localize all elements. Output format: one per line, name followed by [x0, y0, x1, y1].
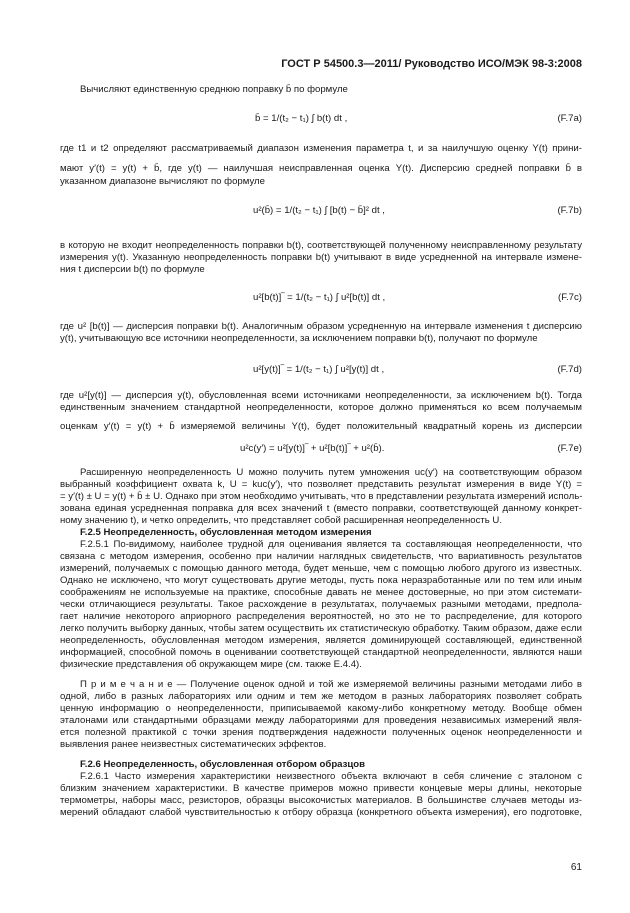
equation-number: (F.7c) — [558, 292, 582, 303]
text-line: измерений, получаемых с помощью данного метода, будет меньше, чем с помощью любого другого из известных. — [60, 563, 582, 574]
equation: b̄ = 1/(t₂ − t₁) ∫ b(t) dt , — [255, 113, 348, 124]
text-line: где u² [b(t)] — дисперсия поправки b(t). Аналогичным образом усредненную на интервале изменения t дисперсию — [60, 321, 582, 332]
equation-number: (F.7b) — [557, 205, 582, 216]
equation: u²[b(t)]‾ = 1/(t₂ − t₁) ∫ u²[b(t)] dt , — [253, 292, 386, 303]
text-line: выявления ранее неизвестных систематических эффектов. — [60, 739, 327, 750]
text-line: измерения y(t). Указанную неопределенность поправки b(t) учитывают в виде усредненной на интервале измене- — [60, 252, 582, 263]
text-line: Однако не исключено, что могут существовать другие методы, пусть пока неразработанные или по тем или иным — [60, 575, 582, 586]
text-line: близким значением характеристики. В качестве примеров можно привести концевые меры длины, некоторые — [60, 783, 582, 794]
text-line: ценную информацию о неопределенности, приписываемой какому-либо конкретному методу. Вообще обмен — [60, 703, 582, 714]
text-line: зована единая усредненная поправка для всех значений t (вместо поправки, соответствующей данному конкрет- — [60, 503, 582, 514]
equation-number: (F.7e) — [557, 443, 582, 454]
text-line: физические представления об окружающем мире (см. также Е.4.4). — [60, 659, 362, 670]
text-line: F.2.6.1 Часто измерения характеристики неизвестного объекта включают в себя сличение с эталоном с — [80, 771, 582, 782]
equation-number: (F.7d) — [557, 364, 582, 375]
text-line: оценкам y′(t) = y(t) + b̄ измеряемой величины Y(t), будет положительный квадратный корень из дисперсии — [60, 421, 582, 432]
text-line: F.2.6 Неопределенность, обусловленная отбором образцов — [80, 759, 366, 770]
text-line: термометры, наборы масс, резисторов, образцы высокочистых материалов. В большинстве случаев методы из- — [60, 795, 582, 806]
text-line: П р и м е ч а н и е — Получение оценок одной и той же измеряемой величины разными методами либо в — [80, 679, 582, 690]
equation-number: (F.7a) — [557, 113, 582, 124]
text-line: информацией, способной помочь в оценивании соответствующей стандартной неопределенности, являются наши — [60, 647, 582, 658]
equation: u²(b̄) = 1/(t₂ − t₁) ∫ [b(t) − b̄]² dt , — [253, 205, 385, 216]
text-line: в которую не входит неопределенность поправки b(t), соответствующей полученному неисправленному результату — [60, 240, 582, 251]
text-line: чески отличающиеся результаты. Такое расхождение в результатах, получаемых разными методами, предпола- — [60, 599, 582, 610]
text-line: ется полезной практикой с точки зрения подтверждения надежности полученных оценок неопределенности и — [60, 727, 582, 738]
text-line: Расширенную неопределенность U можно получить путем умножения uc(y′) на соответствующим образом — [80, 467, 582, 478]
page-number: 61 — [570, 862, 582, 873]
text-line: выбранный коэффициент охвата k, U = kuc(y′), что позволяет представить результат измерения в виде Y(t) = — [60, 479, 582, 490]
text-line: где t1 и t2 определяют рассматриваемый диапазон изменения параметра t, и за наилучшую оценку Y(t) прини- — [60, 143, 582, 154]
text-line: указанном диапазоне вычисляют по формуле — [60, 176, 265, 187]
text-line: Вычисляют единственную среднюю поправку b̄ по формуле — [80, 84, 348, 95]
equation: u²c(y′) = u²[y(t)]‾ + u²[b(t)]‾ + u²(b̄). — [240, 443, 385, 454]
text-line: F.2.5 Неопределенность, обусловленная методом измерения — [80, 527, 372, 538]
text-line: ния t дисперсии b(t) по формуле — [60, 264, 205, 275]
text-line: F.2.5.1 По-видимому, наиболее трудной для оценивания является та составляющая неопределенности, что — [80, 539, 582, 550]
text-line: одной, либо в разных лабораториях или одним и тем же методом в разных лабораториях позволяет собрать — [60, 691, 582, 702]
text-line: соображениям не используемые на практике, способные давать не менее достоверные, но при этом системати- — [60, 587, 582, 598]
text-line: ному значению t), и четко определить, что представляет собой расширенная неопределенность U. — [60, 515, 503, 526]
text-line: мерений обладают слабой чувствительностью к отбору образца (конкретного объекта измерения), его подготовке, — [60, 807, 582, 818]
document-header: ГОСТ Р 54500.3—2011/ Руководство ИСО/МЭК 98-3:2008 — [281, 58, 582, 70]
text-line: = y′(t) ± U = y(t) + b̄ ± U. Однако при этом необходимо учитывать, что в представлении результата измерений исполь- — [60, 491, 582, 502]
text-line: y(t), учитывающую все источники неопределенности, за исключением поправки b(t), получают по формуле — [60, 333, 538, 344]
text-line: единственным значением стандартной неопределенности, которое должно применяться ко всем получаемым — [60, 402, 582, 413]
text-line: мают y′(t) = y(t) + b̄, где y(t) — наилучшая неисправленная оценка Y(t). Дисперсию средней поправки b̄ в — [60, 163, 582, 174]
text-line: эталонами или стандартными образцами между лабораториями для проведения независимых измерений явля- — [60, 715, 582, 726]
text-line: легко получить выборку данных, чтобы затем осуществить их статистическую обработку. Таким образом, даже если — [60, 623, 582, 634]
text-line: гает наличие некоторого априорного распределения вероятностей, но это не то распределение, для которого — [60, 611, 582, 622]
text-line: связана с методом измерения, особенно при наличии наглядных свидетельств, что вариативность результатов — [60, 551, 582, 562]
text-line: где u²[y(t)] — дисперсия y(t), обусловленная всеми источниками неопределенности, за исключением b(t). Тогда — [60, 390, 582, 401]
equation: u²[y(t)]‾ = 1/(t₂ − t₁) ∫ u²[y(t)] dt , — [253, 364, 385, 375]
text-line: неопределенность, обусловленная методом измерения, является доминирующей составляющей, единственной — [60, 635, 582, 646]
